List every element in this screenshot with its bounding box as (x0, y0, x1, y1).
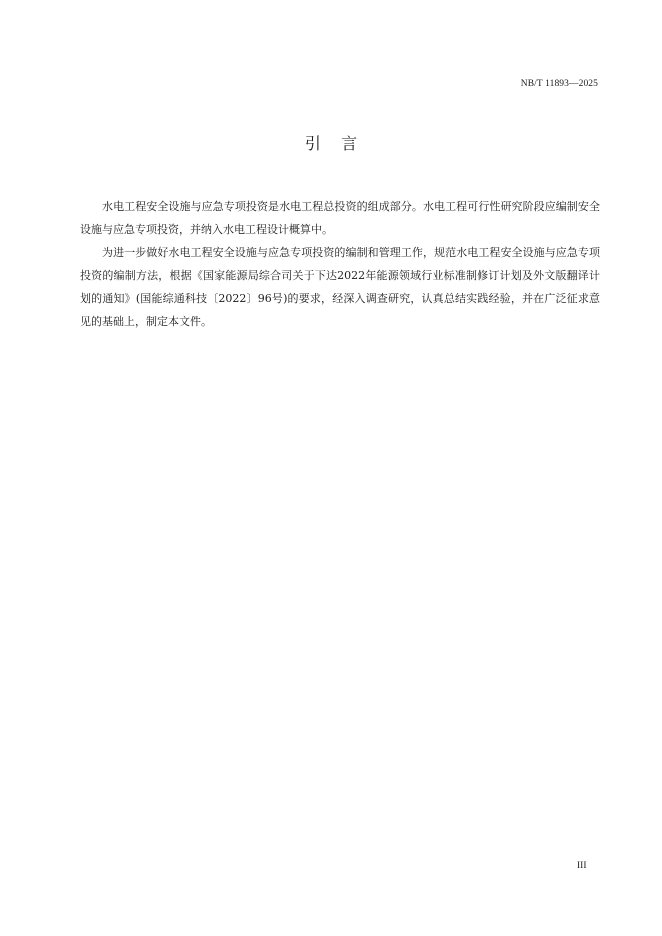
page-title: 引 言 (304, 134, 358, 153)
paragraph-1: 水电工程安全设施与应急专项投资是水电工程总投资的组成部分。水电工程可行性研究阶段应编制安全设施与应急专项投资，并纳入水电工程设计概算中。 (80, 200, 600, 236)
standard-number: NB/T 11893—2025 (520, 79, 598, 89)
paragraph-2: 为进一步做好水电工程安全设施与应急专项投资的编制和管理工作，规范水电工程安全设施与应急专项投资的编制方法，根据《国家能源局综合司关于下达2022年能源领域行业标准制修订计划及外文版翻译计划的通知》(国能综通科技〔2022〕96号)的要求，经深入调查研究，认真总结实践经验，并在广泛征求意见的基础上，制定本文件。 (80, 246, 600, 328)
page-number: III (577, 861, 587, 871)
document-body (80, 195, 600, 333)
